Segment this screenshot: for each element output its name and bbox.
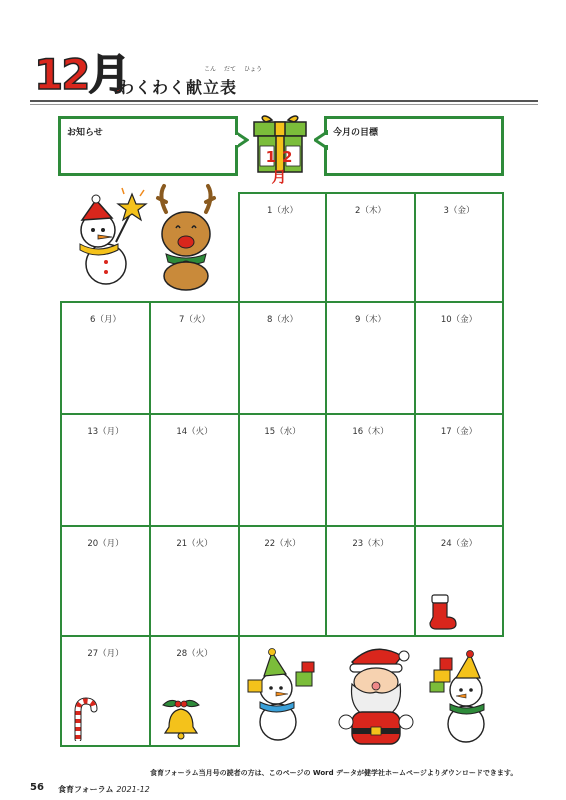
footer-download-note: 食育フォーラム当月号の読者の方は、このページの Word データが健学社ホームページよりダウンロードできます。 bbox=[150, 769, 518, 777]
day-label: 8（水） bbox=[267, 315, 298, 325]
day-label: 10（金） bbox=[440, 315, 478, 325]
day-label: 28（火） bbox=[176, 649, 213, 659]
notice-box-label: お知らせ bbox=[67, 128, 103, 138]
day-label: 21（火） bbox=[176, 539, 213, 549]
day-label: 23（木） bbox=[352, 539, 389, 549]
day-label: 15（水） bbox=[264, 427, 301, 437]
calendar-day-15[interactable] bbox=[238, 413, 327, 527]
day-label: 7（火） bbox=[179, 315, 210, 325]
snowman-reindeer-illustration bbox=[66, 182, 226, 292]
calendar-day-8[interactable] bbox=[238, 301, 327, 415]
calendar-day-7[interactable] bbox=[149, 301, 240, 415]
calendar-day-21[interactable] bbox=[149, 525, 240, 637]
calendar-day-6[interactable] bbox=[60, 301, 151, 415]
calendar-day-24[interactable] bbox=[414, 525, 504, 637]
magazine-issue: 2021-12 bbox=[116, 785, 150, 794]
goal-box-label: 今月の目標 bbox=[333, 128, 379, 138]
day-label: 27（月） bbox=[87, 649, 124, 659]
day-label: 24（金） bbox=[440, 539, 478, 549]
calendar-day-10[interactable] bbox=[414, 301, 504, 415]
day-label: 13（月） bbox=[87, 427, 124, 437]
ruby-date: だて bbox=[224, 66, 237, 73]
christmas-bell-icon bbox=[159, 695, 203, 741]
page-title-month: 12月 bbox=[34, 50, 129, 99]
candy-cane-icon bbox=[70, 697, 100, 741]
gift-box-label: 12月 bbox=[265, 148, 299, 186]
day-label: 1（水） bbox=[267, 206, 298, 216]
day-label: 2（木） bbox=[355, 206, 386, 216]
day-label: 3（金） bbox=[443, 206, 475, 216]
calendar-day-9[interactable] bbox=[325, 301, 416, 415]
santa-snowmen-illustration bbox=[244, 640, 504, 746]
notice-box[interactable] bbox=[58, 116, 238, 176]
page-number: 56 bbox=[30, 782, 44, 793]
calendar-day-14[interactable] bbox=[149, 413, 240, 527]
day-label: 9（木） bbox=[355, 315, 386, 325]
calendar-day-16[interactable] bbox=[325, 413, 416, 527]
calendar-day-20[interactable] bbox=[60, 525, 151, 637]
magazine-title: 食育フォーラム bbox=[58, 785, 114, 794]
calendar-day-17[interactable] bbox=[414, 413, 504, 527]
ruby-kon: こん bbox=[204, 66, 217, 73]
calendar-day-13[interactable] bbox=[60, 413, 151, 527]
calendar-day-28[interactable] bbox=[149, 635, 240, 747]
christmas-stocking-icon bbox=[426, 593, 458, 631]
goal-pointer bbox=[314, 130, 328, 150]
magazine-name bbox=[58, 784, 150, 795]
goal-box[interactable] bbox=[324, 116, 504, 176]
page-title-subtitle: わくわく献立表 bbox=[118, 78, 238, 97]
day-label: 20（月） bbox=[87, 539, 124, 549]
calendar-day-3[interactable] bbox=[414, 192, 504, 303]
day-label: 14（火） bbox=[176, 427, 213, 437]
ruby-hyou: ひょう bbox=[244, 66, 263, 73]
calendar-day-1[interactable] bbox=[238, 192, 327, 303]
day-label: 17（金） bbox=[440, 427, 478, 437]
title-rule bbox=[30, 100, 538, 102]
day-label: 6（月） bbox=[90, 315, 121, 325]
calendar-day-2[interactable] bbox=[325, 192, 416, 303]
title-rule-thin bbox=[30, 104, 538, 105]
day-label: 22（水） bbox=[264, 539, 301, 549]
calendar-day-23[interactable] bbox=[325, 525, 416, 637]
calendar-day-27[interactable] bbox=[60, 635, 151, 747]
day-label: 16（木） bbox=[352, 427, 389, 437]
calendar-day-22[interactable] bbox=[238, 525, 327, 637]
